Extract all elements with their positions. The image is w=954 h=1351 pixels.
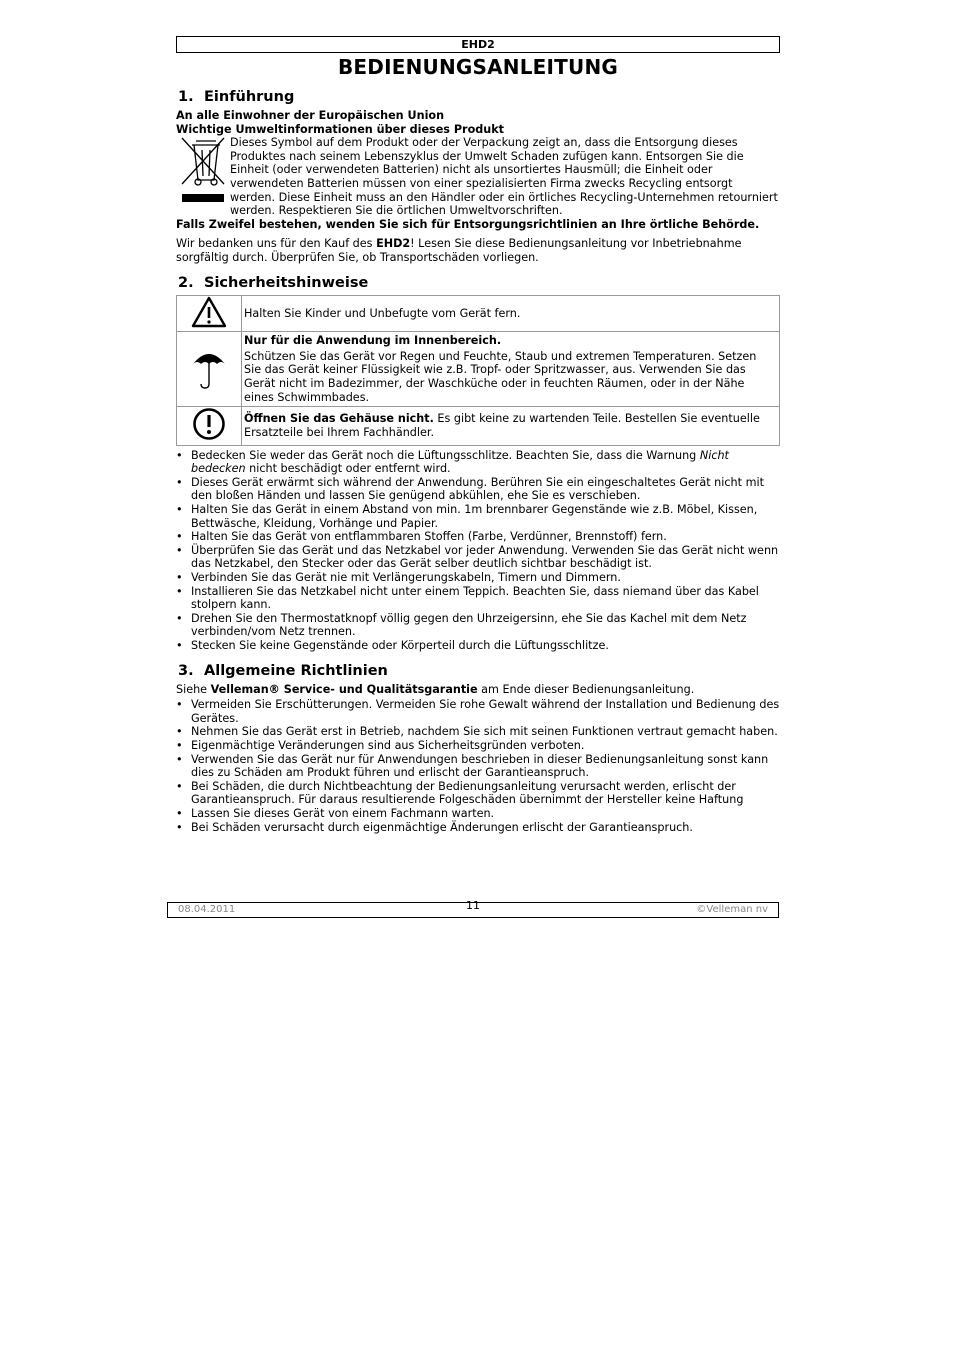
page-title: BEDIENUNGSANLEITUNG xyxy=(337,55,619,79)
general-list xyxy=(176,698,780,834)
page-number: 11 xyxy=(466,899,480,912)
safety-list xyxy=(176,449,780,653)
section-number: 3. xyxy=(178,662,194,679)
intro-subheading-env: Wichtige Umweltinformationen über dieses Produkt xyxy=(176,122,505,136)
see-text-cont: am Ende dieser Bedienungsanleitung. xyxy=(477,682,695,696)
safety-text: Es gibt keine zu wartenden Teile. Bestellen Sie eventuelle Ersatzteile bei Ihrem Fachhändler. xyxy=(244,412,760,439)
section-title: Einführung xyxy=(204,89,295,105)
list-item: • Verwenden Sie das Gerät nur für Anwendungen beschrieben in dieser Bedienungsanleitung sonst kann dies zu Schäden am Produkt führen und erlischt der Garantieanspruch. xyxy=(190,753,780,780)
document-page xyxy=(176,36,780,834)
section-heading-intro xyxy=(178,89,780,105)
safety-row xyxy=(177,332,780,407)
safety-table xyxy=(176,295,780,446)
intro-subheading-eu: An alle Einwohner der Europäischen Union xyxy=(176,109,445,122)
list-item: • Verbinden Sie das Gerät nie mit Verlängerungskabeln, Timern und Dimmern. xyxy=(190,571,780,585)
page-footer xyxy=(167,899,779,918)
section-title: Sicherheitshinweise xyxy=(204,274,369,291)
list-item: • Drehen Sie den Thermostatknopf völlig gegen den Uhrzeigersinn, ehe Sie das Kachel mit dem Netz verbinden/vom Netz trennen. xyxy=(190,612,780,639)
bullet-emphasis: Nicht bedecken xyxy=(191,448,729,476)
safety-cell xyxy=(242,407,780,446)
list-item: • Lassen Sie dieses Gerät von einem Fachmann warten. xyxy=(190,807,780,821)
list-item: • Installieren Sie das Netzkabel nicht unter einem Teppich. Beachten Sie, dass niemand über das Kabel stolpern kann. xyxy=(190,585,780,612)
warning-triangle-icon xyxy=(177,295,242,332)
thanks-text-cont: ! Lesen Sie diese Bedienungsanleitung vor Inbetriebnahme sorgfältig durch. Überprüfen Sie, ob Transportschäden vorliegen. xyxy=(176,237,742,264)
section-number: 2. xyxy=(178,274,194,291)
safety-cell xyxy=(242,332,780,407)
list-item xyxy=(190,449,780,476)
list-item: • Stecken Sie keine Gegenstände oder Körperteil durch die Lüftungsschlitze. xyxy=(190,639,780,653)
list-item: • Bei Schäden verursacht durch eigenmächtige Änderungen erlischt der Garantieanspruch. xyxy=(190,821,780,835)
disposal-note: Falls Zweifel bestehen, wenden Sie sich für Entsorgungsrichtlinien an Ihre örtliche Behörde. xyxy=(176,217,760,231)
crossed-bin-icon xyxy=(176,136,228,218)
model-name: EHD2 xyxy=(376,237,411,251)
list-item: • Vermeiden Sie Erschütterungen. Vermeiden Sie rohe Gewalt während der Installation und Bedienung des Gerätes. xyxy=(190,698,780,725)
thanks-text: Wir bedanken uns für den Kauf des xyxy=(176,237,377,251)
list-item: • Bei Schäden, die durch Nichtbeachtung der Bedienungsanleitung verursacht werden, erlischt der Garantieanspruch. Für daraus resultierende Folgeschäden übernimmt der Hersteller keine Haftung xyxy=(190,780,780,807)
section-heading-safety xyxy=(178,275,780,291)
bullet-text-cont: nicht beschädigt oder entfernt wird. xyxy=(245,462,451,476)
weee-text: Dieses Symbol auf dem Produkt oder der Verpackung zeigt an, dass die Entsorgung dieses Produktes nach seinem Lebenszyklus der Umwelt Schaden zufügen kann. Entsorgen Sie die Einheit (oder verwendeten Batterien) nicht als unsortiertes Hausmüll; die Einheit oder verwendeten Batterien müssen von einer spezialisierten Firma zwecks Recycling entsorgt werden. Diese Einheit muss an den Händler oder ein örtliches Recycling-Unternehmen retourniert werden. Respektieren Sie die örtlichen Umweltvorschriften. xyxy=(230,136,778,218)
see-text: Siehe xyxy=(176,682,211,696)
list-item: • Halten Sie das Gerät von entflammbaren Stoffen (Farbe, Verdünner, Brennstoff) fern. xyxy=(190,530,780,544)
footer-copyright: ©Velleman nv xyxy=(696,904,768,915)
safety-row xyxy=(177,407,780,446)
safety-cell xyxy=(242,295,780,332)
section-number: 1. xyxy=(178,89,194,105)
exclamation-circle-icon xyxy=(177,407,242,446)
section-heading-general xyxy=(178,663,780,679)
list-item: • Nehmen Sie das Gerät erst in Betrieb, nachdem Sie sich mit seinen Funktionen vertraut gemacht haben. xyxy=(190,725,780,739)
list-item: • Überprüfen Sie das Gerät und das Netzkabel vor jeder Anwendung. Verwenden Sie das Gerät nicht wenn das Netzkabel, den Stecker oder das Gerät selber deutlich sichtbar beschädigt ist. xyxy=(190,544,780,571)
bullet-text: Bedecken Sie weder das Gerät noch die Lüftungsschlitze. Beachten Sie, dass die Warnung xyxy=(191,448,700,462)
safety-bold: Nur für die Anwendung im Innenbereich. xyxy=(244,334,502,348)
footer-date: 08.04.2011 xyxy=(178,904,236,915)
safety-bold: Öffnen Sie das Gehäuse nicht. xyxy=(244,412,434,426)
safety-row xyxy=(177,295,780,332)
warranty-reference xyxy=(176,683,780,697)
safety-text: Halten Sie Kinder und Unbefugte vom Gerät fern. xyxy=(244,306,521,320)
warranty-name: Velleman® Service- und Qualitätsgarantie xyxy=(210,682,478,696)
model-header: EHD2 xyxy=(176,36,780,53)
safety-text: Schützen Sie das Gerät vor Regen und Feuchte, Staub und extremen Temperaturen. Setzen Sie das Gerät keiner Flüssigkeit wie z.B. Tropf- oder Spritzwasser, aus. Verwenden Sie das Gerät nicht im Badezimmer, der Waschküche oder in feuchten Räumen, oder in der Nähe eines Schwimmbades. xyxy=(244,349,757,404)
weee-block xyxy=(176,136,780,218)
list-item: • Halten Sie das Gerät in einem Abstand von min. 1m brennbarer Gegenstände wie z.B. Möbel, Kissen, Bettwäsche, Kleidung, Vorhänge und Papier. xyxy=(190,503,780,530)
list-item: • Eigenmächtige Veränderungen sind aus Sicherheitsgründen verboten. xyxy=(190,739,780,753)
section-title: Allgemeine Richtlinien xyxy=(204,662,388,679)
thanks-paragraph xyxy=(176,237,780,264)
umbrella-icon xyxy=(177,332,242,407)
list-item: • Dieses Gerät erwärmt sich während der Anwendung. Berühren Sie ein eingeschaltetes Gerät nicht mit den bloßen Händen und lassen Sie genügend abkühlen, ehe Sie es verschieben. xyxy=(190,476,780,503)
